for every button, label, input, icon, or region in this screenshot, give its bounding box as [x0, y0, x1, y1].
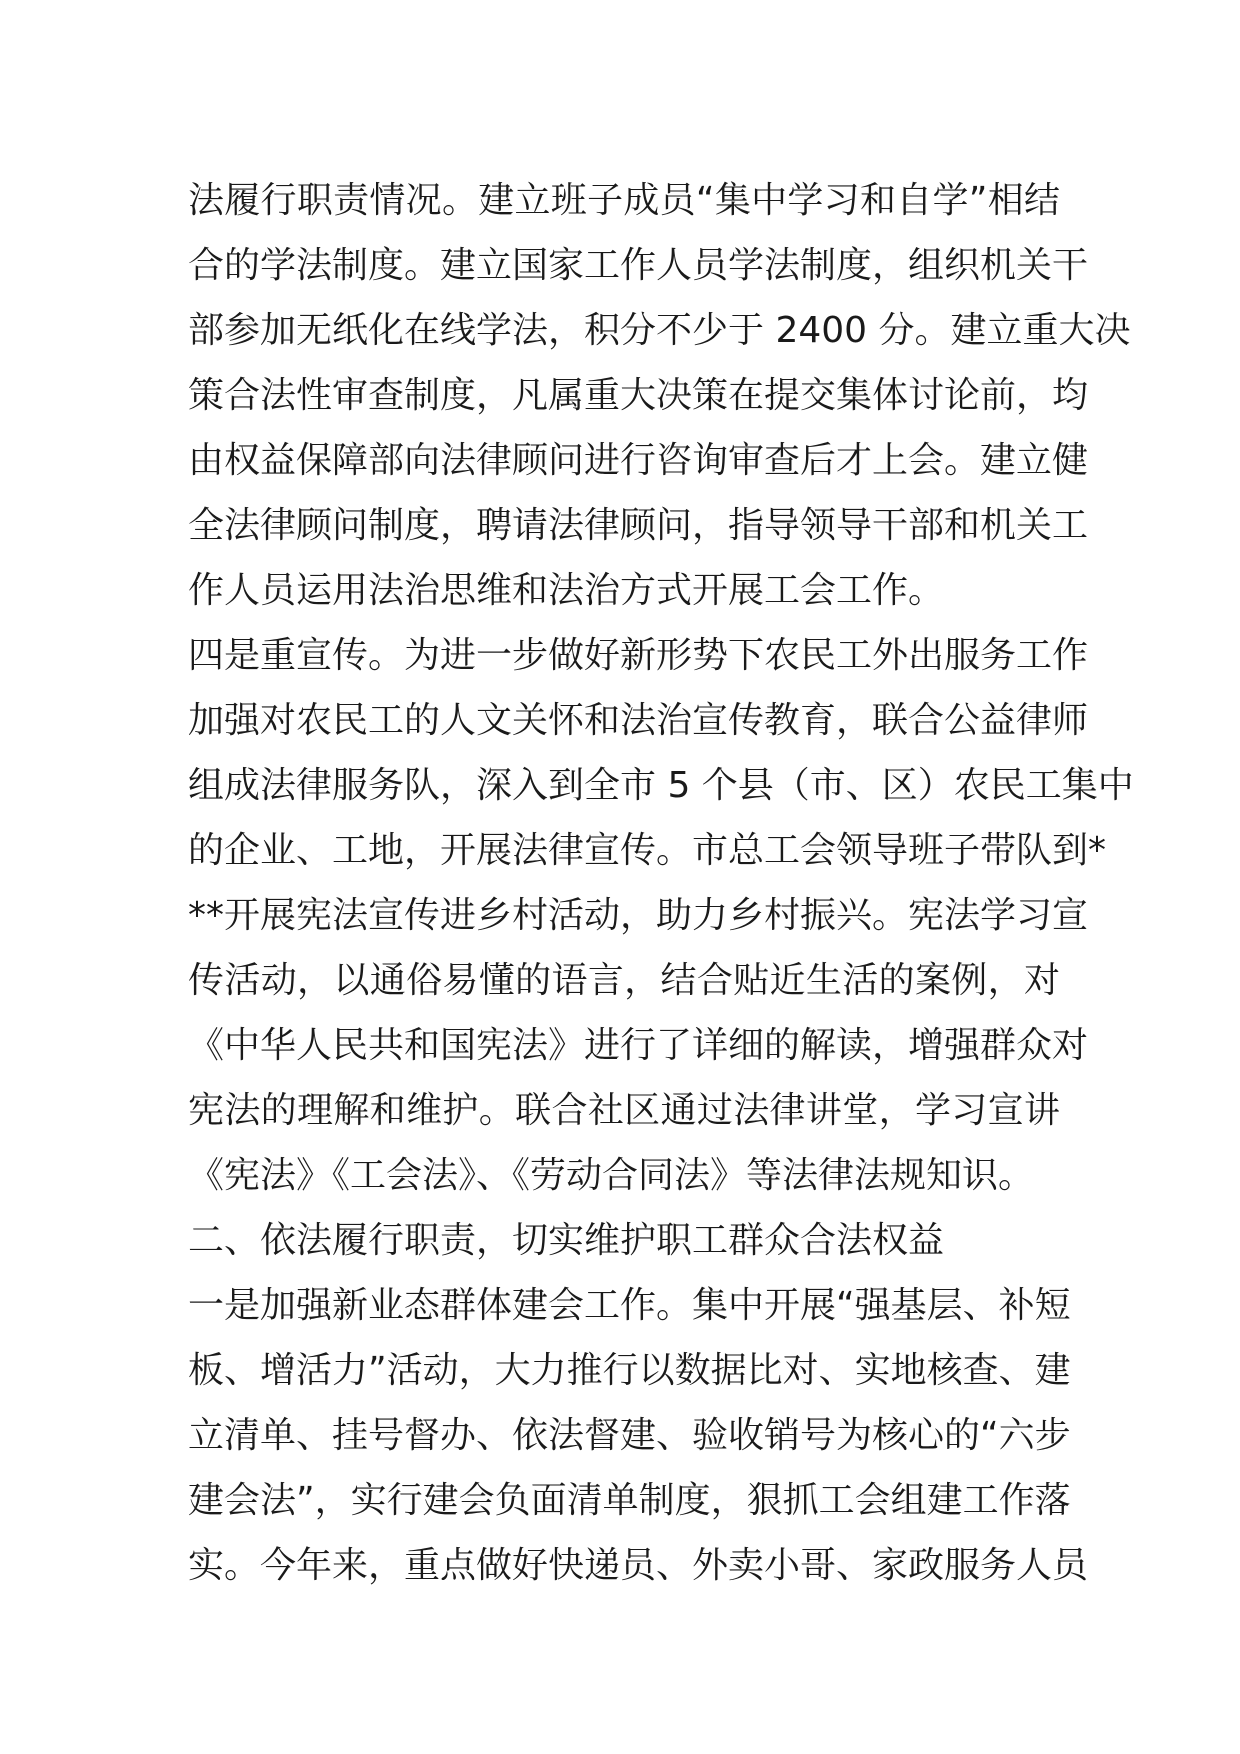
document-body: [188, 168, 1134, 1598]
text-line: 宪法的理解和维护。联合社区通过法律讲堂，学习宣讲: [188, 1090, 1060, 1131]
section-heading: 二、依法履行职责，切实维护职工群众合法权益: [188, 1220, 945, 1261]
text-line: 合的学法制度。建立国家工作人员学法制度，组织机关干: [188, 245, 1089, 286]
text-line: 实。今年来，重点做好快递员、外卖小哥、家政服务人员: [188, 1545, 1089, 1586]
text-line: 全法律顾问制度，聘请法律顾问，指导领导干部和机关工: [188, 505, 1089, 546]
text-line: 一是加强新业态群体建会工作。集中开展“强基层、补短: [188, 1285, 1071, 1326]
text-line: 由权益保障部向法律顾问进行咨询审查后才上会。建立健: [188, 440, 1089, 481]
text-line: **开展宪法宣传进乡村活动，助力乡村振兴。宪法学习宣: [188, 895, 1089, 936]
text-line: 《中华人民共和国宪法》进行了详细的解读，增强群众对: [188, 1025, 1089, 1066]
text-line: 法履行职责情况。建立班子成员“集中学习和自学”相结: [188, 180, 1060, 221]
text-line: 立清单、挂号督办、依法督建、验收销号为核心的“六步: [188, 1415, 1071, 1456]
text-line: 加强对农民工的人文关怀和法治宣传教育，联合公益律师: [188, 700, 1089, 741]
text-line: 策合法性审查制度，凡属重大决策在提交集体讨论前，均: [188, 375, 1089, 416]
text-line: 传活动，以通俗易懂的语言，结合贴近生活的案例，对: [188, 960, 1060, 1001]
text-line: 四是重宣传。为进一步做好新形势下农民工外出服务工作: [188, 635, 1089, 676]
text-line: 组成法律服务队，深入到全市 5 个县（市、区）农民工集中: [188, 765, 1134, 806]
text-line: 的企业、工地，开展法律宣传。市总工会领导班子带队到*: [188, 830, 1107, 871]
text-line: 部参加无纸化在线学法，积分不少于 2400 分。建立重大决: [188, 310, 1131, 351]
text-line: 《宪法》《工会法》、《劳动合同法》等法律法规知识。: [188, 1155, 1035, 1196]
text-line: 作人员运用法治思维和法治方式开展工会工作。: [188, 570, 945, 611]
text-line: 板、增活力”活动，大力推行以数据比对、实地核查、建: [188, 1350, 1071, 1391]
text-line: 建会法”，实行建会负面清单制度，狠抓工会组建工作落: [188, 1480, 1071, 1521]
